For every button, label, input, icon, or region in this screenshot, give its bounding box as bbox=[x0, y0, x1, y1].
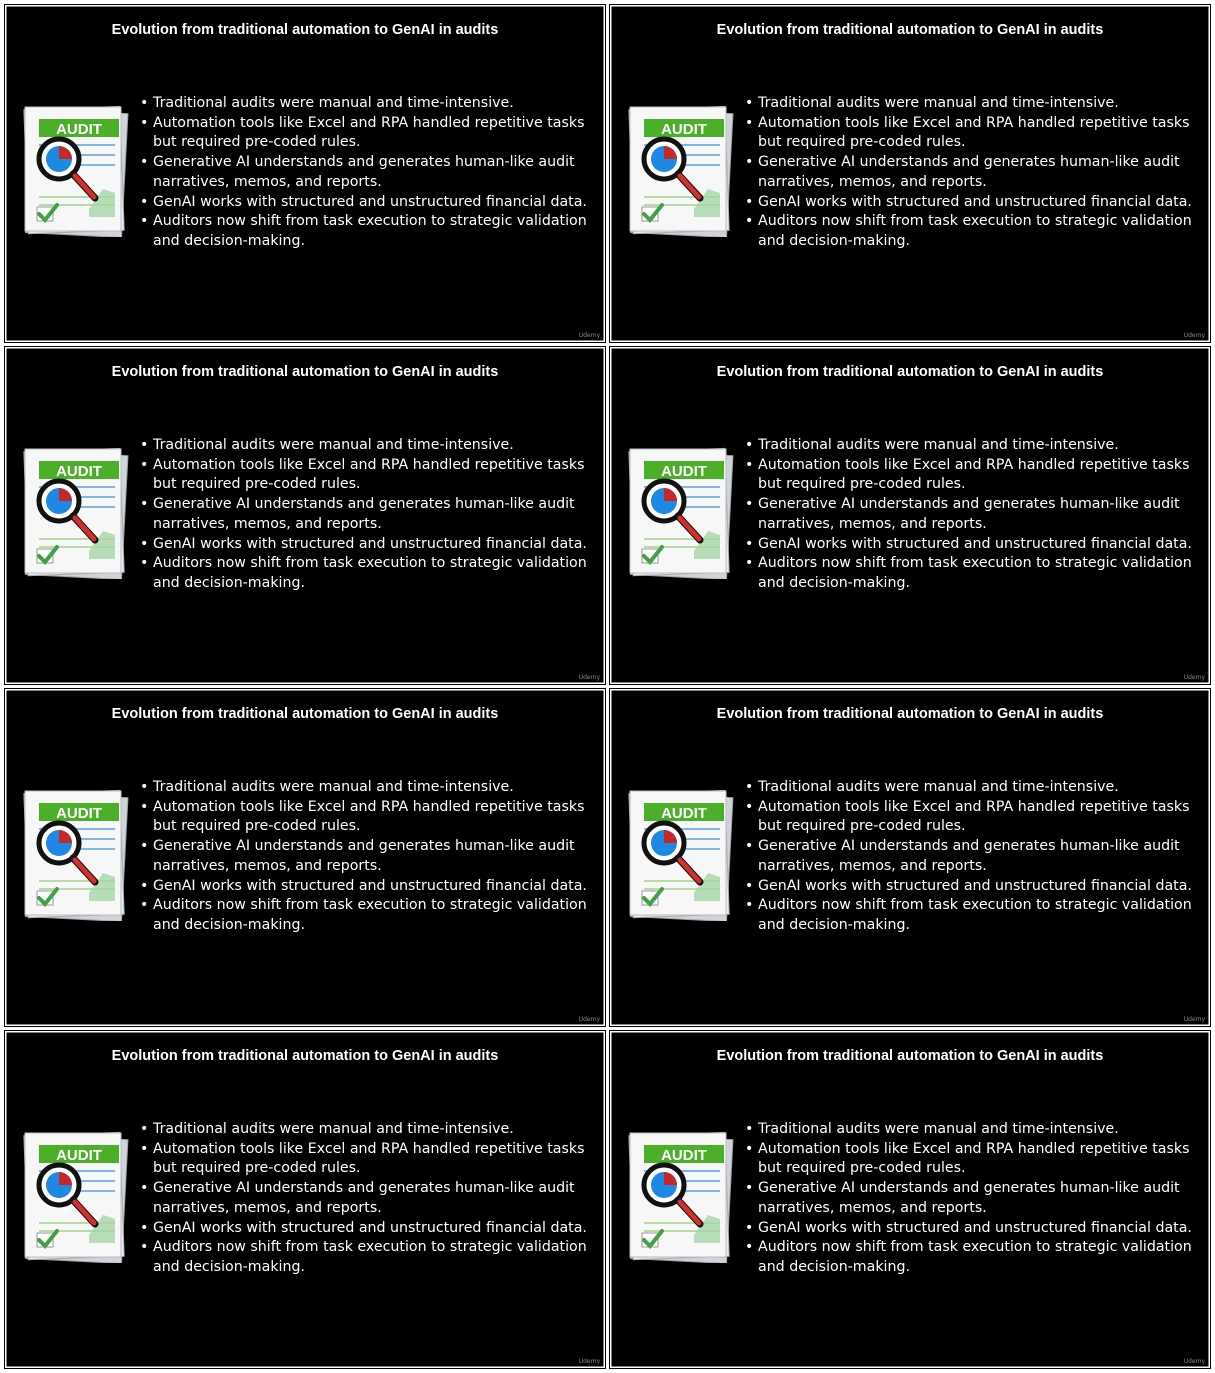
bullet-item: • Automation tools like Excel and RPA handled repetitive tasks but required pre-coded rules. bbox=[153, 1140, 601, 1179]
bullet-item: • GenAI works with structured and unstructured financial data. bbox=[153, 877, 601, 897]
bullet-list bbox=[153, 1120, 601, 1278]
bullet-item: • GenAI works with structured and unstructured financial data. bbox=[153, 535, 601, 555]
slide-thumbnail[interactable] bbox=[610, 1031, 1210, 1368]
udemy-watermark: Udemy bbox=[1183, 1016, 1205, 1023]
audit-graphic-label: AUDIT bbox=[661, 1147, 707, 1164]
bullet-item: • Generative AI understands and generates human-like audit narratives, memos, and reports. bbox=[758, 495, 1206, 534]
bullet-item: • Auditors now shift from task execution to strategic validation and decision-making. bbox=[758, 896, 1206, 935]
bullet-list bbox=[758, 1120, 1206, 1278]
bullet-item: • Traditional audits were manual and time-intensive. bbox=[153, 778, 601, 798]
slide-thumbnail[interactable] bbox=[610, 347, 1210, 684]
bullet-item: • Automation tools like Excel and RPA handled repetitive tasks but required pre-coded rules. bbox=[153, 114, 601, 153]
bullet-item: • GenAI works with structured and unstructured financial data. bbox=[153, 1219, 601, 1239]
slide-thumbnail[interactable] bbox=[5, 689, 605, 1026]
audit-graphic-label: AUDIT bbox=[661, 463, 707, 480]
bullet-item: • GenAI works with structured and unstructured financial data. bbox=[758, 1219, 1206, 1239]
slide-thumbnail[interactable] bbox=[5, 347, 605, 684]
udemy-watermark: Udemy bbox=[578, 332, 600, 339]
bullet-list bbox=[153, 778, 601, 936]
bullet-item: • Auditors now shift from task execution to strategic validation and decision-making. bbox=[153, 212, 601, 251]
bullet-item: • GenAI works with structured and unstructured financial data. bbox=[758, 193, 1206, 213]
bullet-list bbox=[758, 778, 1206, 936]
udemy-watermark: Udemy bbox=[1183, 1358, 1205, 1365]
audit-document-icon bbox=[19, 785, 131, 921]
bullet-item: • Auditors now shift from task execution to strategic validation and decision-making. bbox=[153, 1238, 601, 1277]
bullet-item: • Generative AI understands and generates human-like audit narratives, memos, and reports. bbox=[153, 1179, 601, 1218]
bullet-item: • Traditional audits were manual and time-intensive. bbox=[153, 94, 601, 114]
udemy-watermark: Udemy bbox=[578, 1358, 600, 1365]
udemy-watermark: Udemy bbox=[1183, 332, 1205, 339]
bullet-item: • Traditional audits were manual and time-intensive. bbox=[758, 1120, 1206, 1140]
bullet-item: • Automation tools like Excel and RPA handled repetitive tasks but required pre-coded rules. bbox=[758, 798, 1206, 837]
slide-title: Evolution from traditional automation to GenAI in audits bbox=[111, 22, 499, 38]
bullet-item: • Automation tools like Excel and RPA handled repetitive tasks but required pre-coded rules. bbox=[758, 114, 1206, 153]
slide-thumbnail[interactable] bbox=[610, 5, 1210, 342]
bullet-item: • Auditors now shift from task execution to strategic validation and decision-making. bbox=[758, 1238, 1206, 1277]
bullet-item: • Automation tools like Excel and RPA handled repetitive tasks but required pre-coded rules. bbox=[758, 1140, 1206, 1179]
slide-thumbnail[interactable] bbox=[5, 5, 605, 342]
slide-title: Evolution from traditional automation to GenAI in audits bbox=[716, 1048, 1104, 1064]
audit-document-icon bbox=[624, 1127, 736, 1263]
bullet-item: • Automation tools like Excel and RPA handled repetitive tasks but required pre-coded rules. bbox=[153, 798, 601, 837]
bullet-item: • Automation tools like Excel and RPA handled repetitive tasks but required pre-coded rules. bbox=[153, 456, 601, 495]
bullet-item: • Traditional audits were manual and time-intensive. bbox=[153, 436, 601, 456]
audit-graphic-label: AUDIT bbox=[56, 121, 102, 138]
bullet-list bbox=[758, 436, 1206, 594]
bullet-item: • Auditors now shift from task execution to strategic validation and decision-making. bbox=[758, 554, 1206, 593]
slide-title: Evolution from traditional automation to GenAI in audits bbox=[111, 706, 499, 722]
bullet-item: • Auditors now shift from task execution to strategic validation and decision-making. bbox=[153, 896, 601, 935]
slide-thumbnail-grid bbox=[5, 5, 1210, 1368]
audit-graphic-label: AUDIT bbox=[661, 805, 707, 822]
bullet-item: • Generative AI understands and generates human-like audit narratives, memos, and reports. bbox=[758, 1179, 1206, 1218]
audit-document-icon bbox=[19, 1127, 131, 1263]
slide-thumbnail[interactable] bbox=[610, 689, 1210, 1026]
bullet-item: • GenAI works with structured and unstructured financial data. bbox=[758, 535, 1206, 555]
audit-document-icon bbox=[624, 101, 736, 237]
bullet-item: • Traditional audits were manual and time-intensive. bbox=[758, 436, 1206, 456]
audit-graphic-label: AUDIT bbox=[661, 121, 707, 138]
slide-thumbnail[interactable] bbox=[5, 1031, 605, 1368]
udemy-watermark: Udemy bbox=[578, 1016, 600, 1023]
bullet-list bbox=[153, 436, 601, 594]
slide-title: Evolution from traditional automation to GenAI in audits bbox=[716, 364, 1104, 380]
bullet-item: • GenAI works with structured and unstructured financial data. bbox=[758, 877, 1206, 897]
bullet-list bbox=[153, 94, 601, 252]
bullet-item: • Auditors now shift from task execution to strategic validation and decision-making. bbox=[758, 212, 1206, 251]
slide-title: Evolution from traditional automation to GenAI in audits bbox=[716, 706, 1104, 722]
audit-document-icon bbox=[624, 443, 736, 579]
bullet-item: • Automation tools like Excel and RPA handled repetitive tasks but required pre-coded rules. bbox=[758, 456, 1206, 495]
audit-graphic-label: AUDIT bbox=[56, 1147, 102, 1164]
udemy-watermark: Udemy bbox=[578, 674, 600, 681]
bullet-item: • Generative AI understands and generates human-like audit narratives, memos, and reports. bbox=[153, 495, 601, 534]
bullet-item: • Auditors now shift from task execution to strategic validation and decision-making. bbox=[153, 554, 601, 593]
audit-document-icon bbox=[624, 785, 736, 921]
bullet-item: • GenAI works with structured and unstructured financial data. bbox=[153, 193, 601, 213]
bullet-item: • Traditional audits were manual and time-intensive. bbox=[153, 1120, 601, 1140]
bullet-item: • Generative AI understands and generates human-like audit narratives, memos, and reports. bbox=[758, 153, 1206, 192]
bullet-item: • Generative AI understands and generates human-like audit narratives, memos, and reports. bbox=[758, 837, 1206, 876]
bullet-item: • Traditional audits were manual and time-intensive. bbox=[758, 94, 1206, 114]
udemy-watermark: Udemy bbox=[1183, 674, 1205, 681]
audit-document-icon bbox=[19, 101, 131, 237]
audit-graphic-label: AUDIT bbox=[56, 805, 102, 822]
slide-title: Evolution from traditional automation to GenAI in audits bbox=[111, 1048, 499, 1064]
bullet-item: • Generative AI understands and generates human-like audit narratives, memos, and reports. bbox=[153, 837, 601, 876]
audit-graphic-label: AUDIT bbox=[56, 463, 102, 480]
slide-title: Evolution from traditional automation to GenAI in audits bbox=[111, 364, 499, 380]
bullet-item: • Generative AI understands and generates human-like audit narratives, memos, and reports. bbox=[153, 153, 601, 192]
slide-title: Evolution from traditional automation to GenAI in audits bbox=[716, 22, 1104, 38]
bullet-list bbox=[758, 94, 1206, 252]
audit-document-icon bbox=[19, 443, 131, 579]
bullet-item: • Traditional audits were manual and time-intensive. bbox=[758, 778, 1206, 798]
